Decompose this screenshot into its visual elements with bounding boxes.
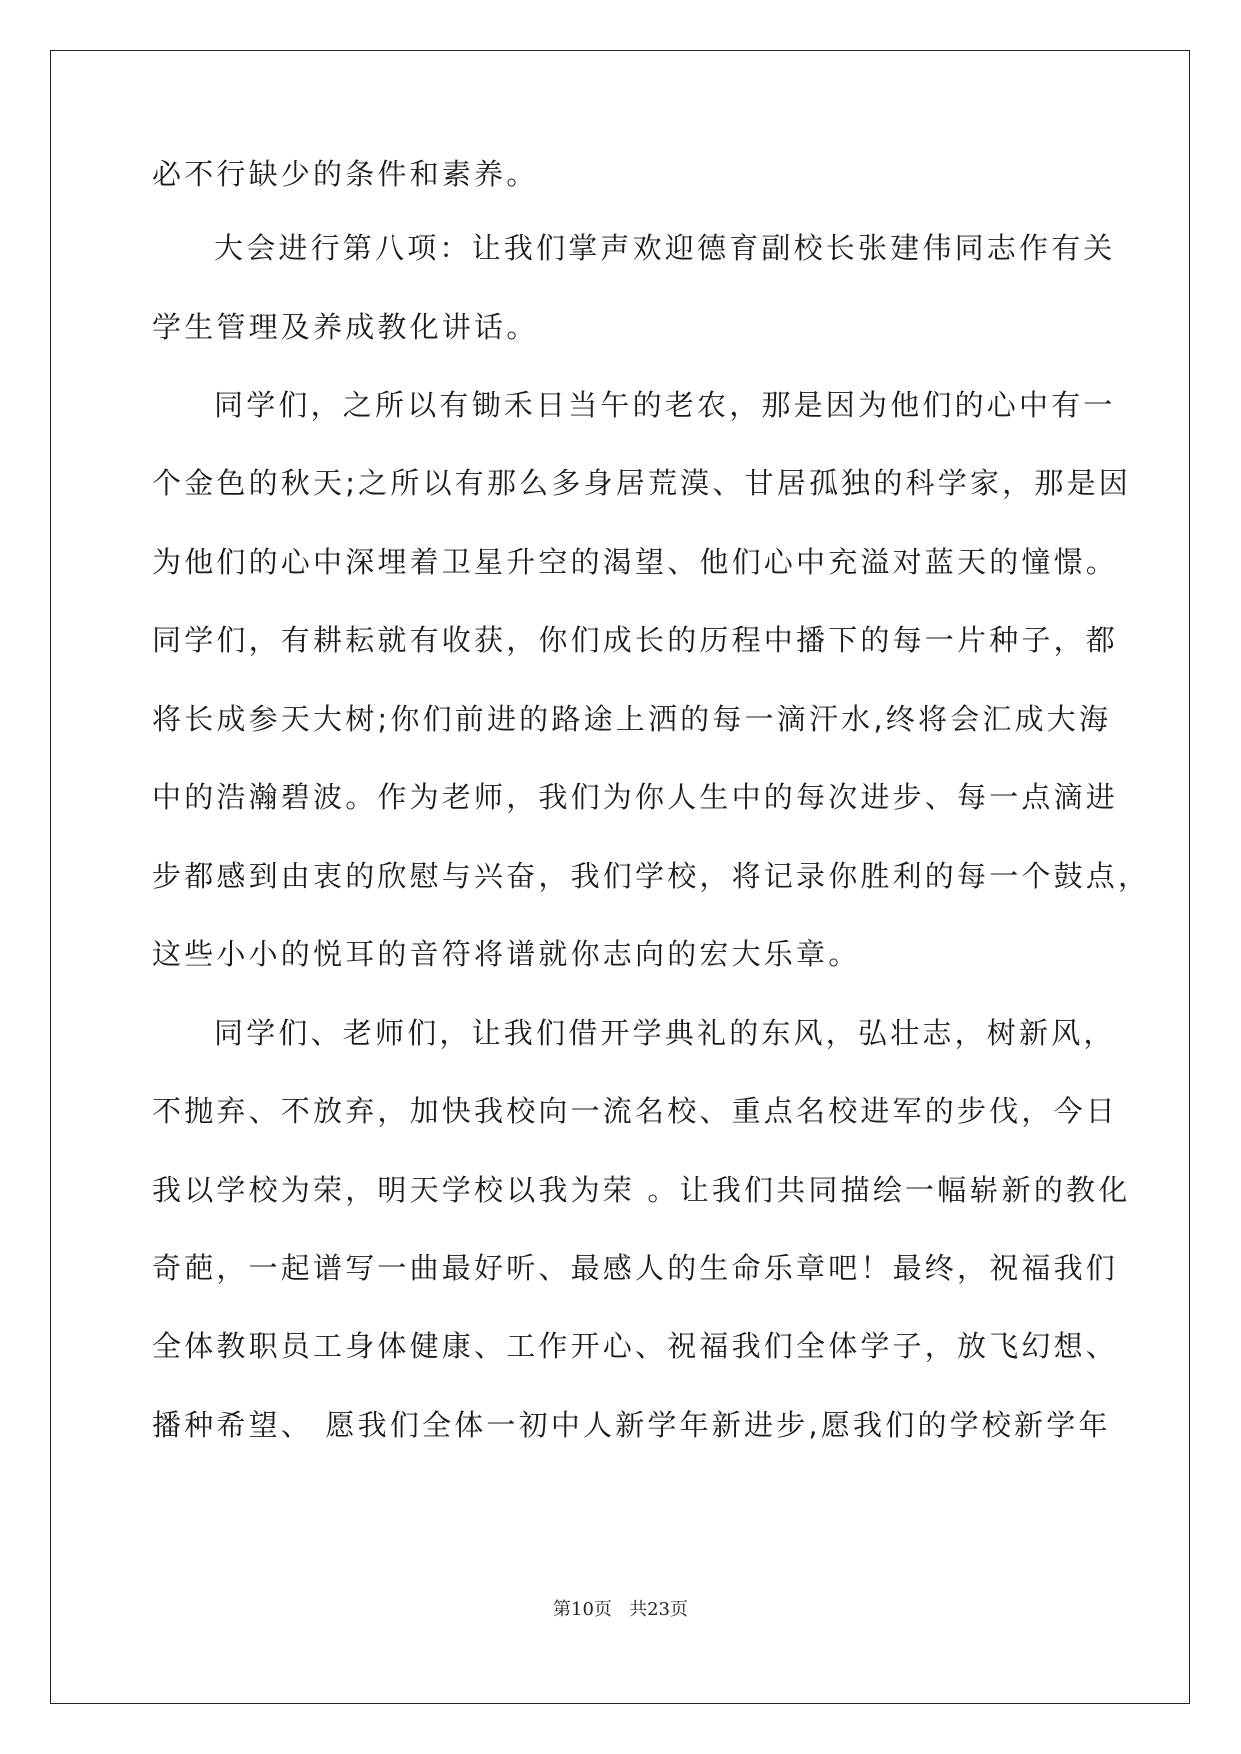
- text-line: 这些小小的悦耳的音符将谱就你志向的宏大乐章。: [152, 937, 861, 971]
- text-line: 个金色的秋天;之所以有那么多身居荒漠、甘居孤独的科学家，那是因: [152, 466, 1131, 500]
- text-line: 中的浩瀚碧波。作为老师，我们为你人生中的每次进步、每一点滴进: [152, 780, 1119, 814]
- text-line: 必不行缺少的条件和素养。: [152, 157, 539, 191]
- text-line: 奇葩，一起谱写一曲最好听、最感人的生命乐章吧！最终，祝福我们: [152, 1251, 1119, 1285]
- text-line: 不抛弃、不放弃，加快我校向一流名校、重点名校进军的步伐，今日: [152, 1094, 1119, 1128]
- text-line: 学生管理及养成教化讲话。: [152, 310, 539, 344]
- text-line: 将长成参天大树;你们前进的路途上洒的每一滴汗水,终将会汇成大海: [152, 702, 1112, 736]
- text-line: 同学们、老师们，让我们借开学典礼的东风，弘壮志，树新风，: [214, 1016, 1116, 1050]
- text-line: 步都感到由衷的欣慰与兴奋，我们学校，将记录你胜利的每一个鼓点，: [152, 859, 1151, 893]
- text-line: 为他们的心中深埋着卫星升空的渴望、他们心中充溢对蓝天的憧憬。: [152, 545, 1119, 579]
- text-line: 同学们，之所以有锄禾日当午的老农，那是因为他们的心中有一: [214, 388, 1116, 422]
- page-number-label: 第10页 共23页: [553, 1599, 688, 1620]
- text-line: 播种希望、 愿我们全体一初中人新学年新进步,愿我们的学校新学年: [152, 1408, 1111, 1442]
- text-line: 我以学校为荣，明天学校以我为荣 。让我们共同描绘一幅崭新的教化: [152, 1173, 1131, 1207]
- text-line: 大会进行第八项：让我们掌声欢迎德育副校长张建伟同志作有关: [214, 231, 1116, 265]
- text-line: 全体教职员工身体健康、工作开心、祝福我们全体学子，放飞幻想、: [152, 1329, 1119, 1363]
- text-line: 同学们，有耕耘就有收获，你们成长的历程中播下的每一片种子，都: [152, 623, 1119, 657]
- page-footer: [0, 1598, 1241, 1622]
